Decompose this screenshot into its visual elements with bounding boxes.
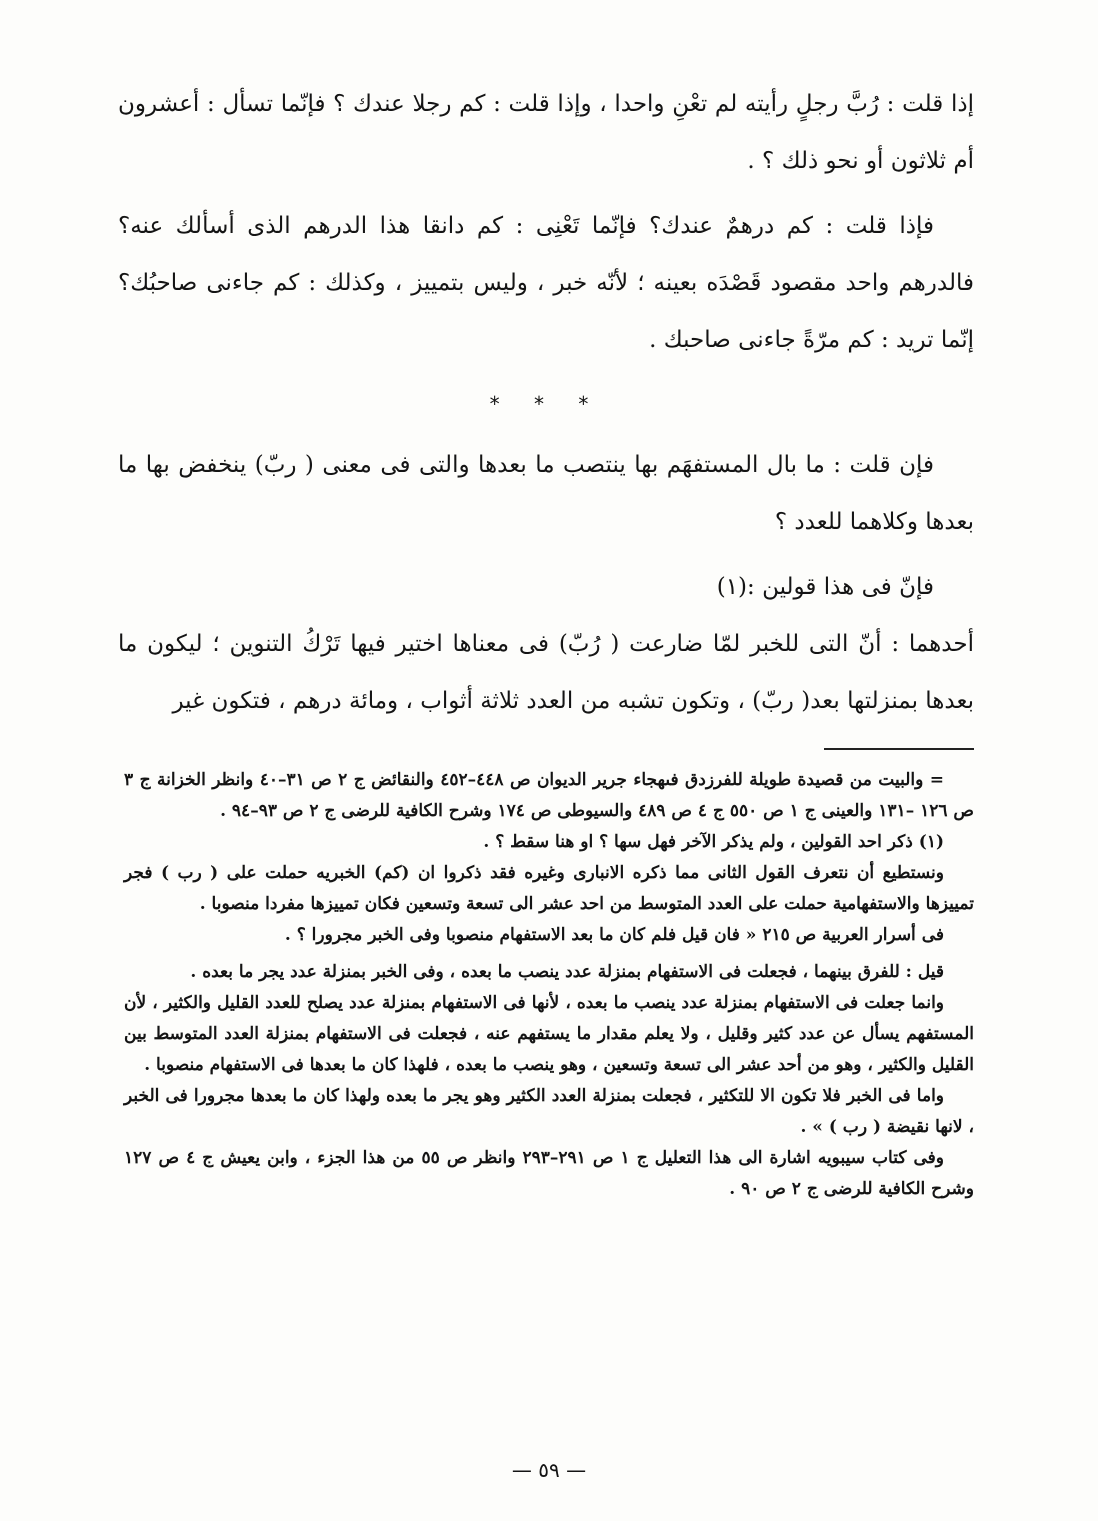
footnote-khabar: واما فى الخبر فلا تكون الا للتكثير ، فجعلت بمنزلة العدد الكثير وهو يجر ما بعده ولهذا كان ما بعدها مجرورا فى الخبر ، لانها نقيضة ( رب ) » . bbox=[124, 1086, 974, 1137]
footnote-1: (١) ذكر احد القولين ، ولم يذكر الآخر فهل سها ؟ او هنا سقط ؟ . bbox=[483, 832, 944, 852]
footnote-asrar-quote: فى أسرار العربية ص ٢١٥ « فان قيل فلم كان ما بعد الاستفهام منصوبا وفى الخبر مجرورا ؟ . bbox=[284, 925, 944, 945]
paragraph-rubba: إذا قلت : رُبَّ رجلٍ رأيته لم تعْنِ واحدا ، وإذا قلت : كم رجلا عندك ؟ فإنّما تسأل : أعشرون أم ثلاثون أو نحو ذلك ؟ . bbox=[118, 91, 974, 174]
paragraph-question: فإن قلت : ما بال المستفهَم بها ينتصب ما بعدها والتى فى معنى ( ربّ) ينخفض بها ما بعدها وكلاهما للعدد ؟ bbox=[118, 452, 974, 535]
footnote-qila: قيل : للفرق بينهما ، فجعلت فى الاستفهام بمنزلة عدد ينصب ما بعده ، وفى الخبر بمنزلة عدد يجر ما بعده . bbox=[190, 962, 944, 982]
footnote-istifham: وانما جعلت فى الاستفهام بمنزلة عدد ينصب ما بعده ، لأنها فى الاستفهام بمنزلة عدد يصلح للعدد القليل والكثير ، لأن المستفهم يسأل عن عدد كثير وقليل ، ولا يعلم مقدار ما يستفهم عنه ، فجعلت فى الاستفهام بمنزلة العدد المتوسط بين القليل والكثير ، وهو من أحد عشر الى تسعة وتسعين ، وهو ينصب ما بعده ، فلهذا كان ما بعدها فى الاستفهام منصوبا . bbox=[124, 993, 974, 1075]
footnotes bbox=[124, 765, 974, 1205]
paragraph-first-view: أحدهما : أنّ التى للخبر لمّا ضارعت ( رُبّ) فى معناها اختير فيها تَرْكُ التنوين ؛ ليكون ما بعدها بمنزلتها بعد( ربّ) ، وتكون تشبه من العدد ثلاثة أثواب ، ومائة درهم ، فتكون غير bbox=[118, 631, 974, 714]
section-separator: * * * bbox=[489, 392, 603, 416]
paragraph-dirham: فإذا قلت : كم درهمٌ عندك؟ فإنّما تَعْنِى : كم دانقا هذا الدرهم الذى أسألك عنه؟ فالدرهم واحد مقصود قَصْدَه بعينه ؛ لأنّه خبر ، وليس بتمييز ، وكذلك : كم جاءنى صاحبُك؟ إنّما تريد : كم مرّةً جاءنى صاحبك . bbox=[118, 213, 974, 353]
page-number: — ٥٩ — bbox=[511, 1458, 587, 1482]
footnote-anbari: ونستطيع أن نتعرف القول الثانى مما ذكره الانبارى وغيره فقد ذكروا ان (كم) الخبريه حملت على ( رب ) فجر تمييزها والاستفهامية حملت على العدد المتوسط من احد عشر الى تسعة وتسعين فكان تمييزها مفردا منصوبا . bbox=[124, 863, 974, 914]
footnote-sibawayh: وفى كتاب سيبويه اشارة الى هذا التعليل ج ١ ص ٢٩١–٢٩٣ وانظر ص ٥٥ من هذا الجزء ، وابن يعيش ج ٤ ص ١٢٧ وشرح الكافية للرضى ج ٢ ص ٩٠ . bbox=[124, 1148, 974, 1199]
main-text bbox=[118, 76, 974, 730]
paragraph-two-views: فإنّ فى هذا قولين :(١) bbox=[716, 574, 934, 600]
footnote-continuation: = والبيت من قصيدة طويلة للفرزدق فىهجاء جرير الديوان ص ٤٤٨–٤٥٢ والنقائض ج ٢ ص ٣١–٤٠ وانظر الخزانة ج ٣ ص ١٢٦ –١٣١ والعينى ج ١ ص ٥٥٠ ج ٤ ص ٤٨٩ والسيوطى ص ١٧٤ وشرح الكافية للرضى ج ٢ ص ٩٣–٩٤ . bbox=[124, 770, 974, 821]
footnote-divider bbox=[824, 748, 974, 750]
